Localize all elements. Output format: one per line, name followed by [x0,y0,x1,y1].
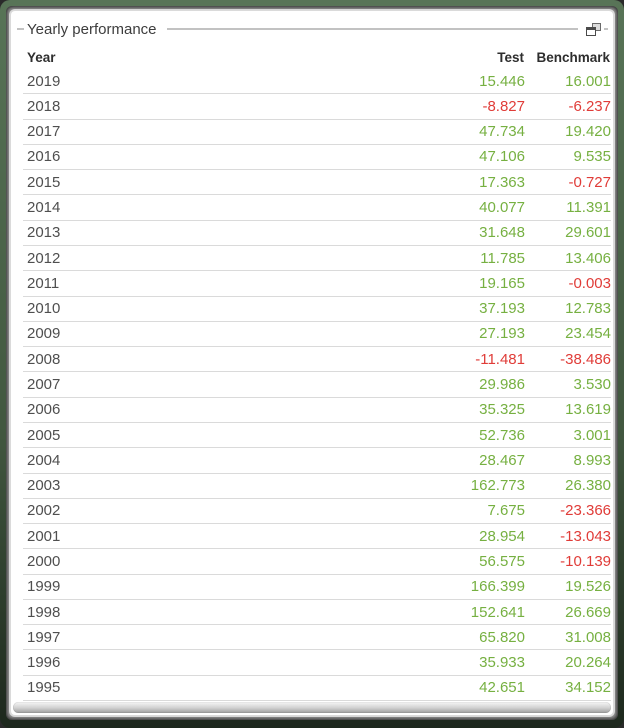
test-cell: 40.077 [479,199,525,217]
table-row [23,94,611,119]
benchmark-cell: -10.139 [560,552,611,570]
test-cell: 28.954 [479,527,525,545]
panel-header [11,11,613,43]
test-cell: 27.193 [479,325,525,343]
test-cell: 47.106 [479,148,525,166]
year-cell: 2018 [27,97,61,115]
year-cell: 2000 [27,552,61,570]
test-cell: 28.467 [479,451,525,469]
test-cell: 11.785 [480,249,525,267]
table-row [23,120,611,145]
year-cell: 2001 [27,527,61,545]
test-cell: 52.736 [479,426,525,444]
table-row [23,600,611,625]
test-cell: 162.773 [470,477,525,495]
year-cell: 1996 [27,654,61,672]
year-cell: 2006 [27,401,61,419]
column-header-year: Year [27,49,56,65]
table-row [23,474,611,499]
table-row [23,347,611,372]
column-header-benchmark: Benchmark [536,49,610,65]
benchmark-cell: 20.264 [565,654,611,672]
test-cell: 31.648 [479,224,525,242]
year-cell: 2002 [27,502,61,520]
test-cell: 42.651 [479,679,525,697]
table-row [23,221,611,246]
panel-bevel [6,6,618,720]
year-cell: 1998 [27,603,61,621]
table-body [11,69,613,701]
table-row [23,195,611,220]
benchmark-cell: 3.530 [573,376,611,394]
table-header-row [11,43,613,69]
test-cell: 37.193 [479,300,525,318]
year-cell: 2011 [27,274,60,292]
benchmark-cell: 23.454 [565,325,611,343]
year-cell: 2016 [27,148,61,166]
benchmark-cell: -0.003 [568,274,611,292]
table-row [23,372,611,397]
table-row [23,69,611,94]
restore-window-icon-front [586,27,596,36]
horizontal-scrollbar[interactable] [13,702,611,713]
benchmark-cell: 16.001 [565,72,611,90]
year-cell: 1995 [27,679,61,697]
benchmark-cell: 34.152 [565,679,611,697]
year-cell: 1999 [27,578,61,596]
benchmark-cell: 12.783 [565,300,611,318]
test-cell: 47.734 [479,123,525,141]
table-row [23,297,611,322]
table-row [23,625,611,650]
year-cell: 2012 [27,249,61,267]
table-row [23,246,611,271]
year-cell: 2014 [27,199,61,217]
benchmark-cell: 26.669 [565,603,611,621]
table-row [23,423,611,448]
table-row [23,549,611,574]
benchmark-cell: -13.043 [560,527,611,545]
benchmark-cell: 26.380 [565,477,611,495]
test-cell: -8.827 [482,97,525,115]
table-row [23,499,611,524]
test-cell: 166.399 [470,578,525,596]
test-cell: 56.575 [479,552,525,570]
year-cell: 2010 [27,300,61,318]
year-cell: 2003 [27,477,61,495]
test-cell: 29.986 [479,376,525,394]
benchmark-cell: -38.486 [560,350,611,368]
test-cell: 35.933 [479,654,525,672]
benchmark-cell: 19.420 [565,123,611,141]
restore-window-icon[interactable] [586,23,601,36]
test-cell: 7.675 [487,502,525,520]
year-cell: 1997 [27,628,61,646]
table-row [23,170,611,195]
benchmark-cell: 11.391 [566,199,611,217]
table-row [23,448,611,473]
year-cell: 2015 [27,173,61,191]
test-cell: 65.820 [479,628,525,646]
table-row [23,524,611,549]
legend-line-left [17,28,24,30]
yearly-performance-panel [11,11,613,715]
year-cell: 2019 [27,72,61,90]
year-cell: 2013 [27,224,61,242]
table-row [23,676,611,701]
benchmark-cell: 8.993 [573,451,611,469]
benchmark-cell: 13.619 [565,401,611,419]
table-row [23,575,611,600]
legend-line [167,28,578,30]
panel-title: Yearly performance [27,20,157,38]
table-row [23,322,611,347]
year-cell: 2007 [27,376,61,394]
test-cell: 19.165 [479,274,525,292]
benchmark-cell: -23.366 [560,502,611,520]
test-cell: 152.641 [470,603,525,621]
benchmark-cell: -6.237 [568,97,611,115]
year-cell: 2004 [27,451,61,469]
table-row [23,650,611,675]
table-row [23,271,611,296]
benchmark-cell: 29.601 [565,224,611,242]
table-row [23,398,611,423]
benchmark-cell: 31.008 [565,628,611,646]
column-header-test: Test [497,49,524,65]
benchmark-cell: 13.406 [565,249,611,267]
test-cell: 17.363 [479,173,525,191]
benchmark-cell: -0.727 [568,173,611,191]
table-row [23,145,611,170]
test-cell: 35.325 [479,401,525,419]
benchmark-cell: 3.001 [573,426,611,444]
legend-line-right [604,28,608,30]
year-cell: 2009 [27,325,61,343]
benchmark-cell: 19.526 [565,578,611,596]
test-cell: -11.481 [475,350,525,368]
test-cell: 15.446 [479,72,525,90]
year-cell: 2017 [27,123,61,141]
benchmark-cell: 9.535 [573,148,611,166]
year-cell: 2008 [27,350,61,368]
year-cell: 2005 [27,426,61,444]
